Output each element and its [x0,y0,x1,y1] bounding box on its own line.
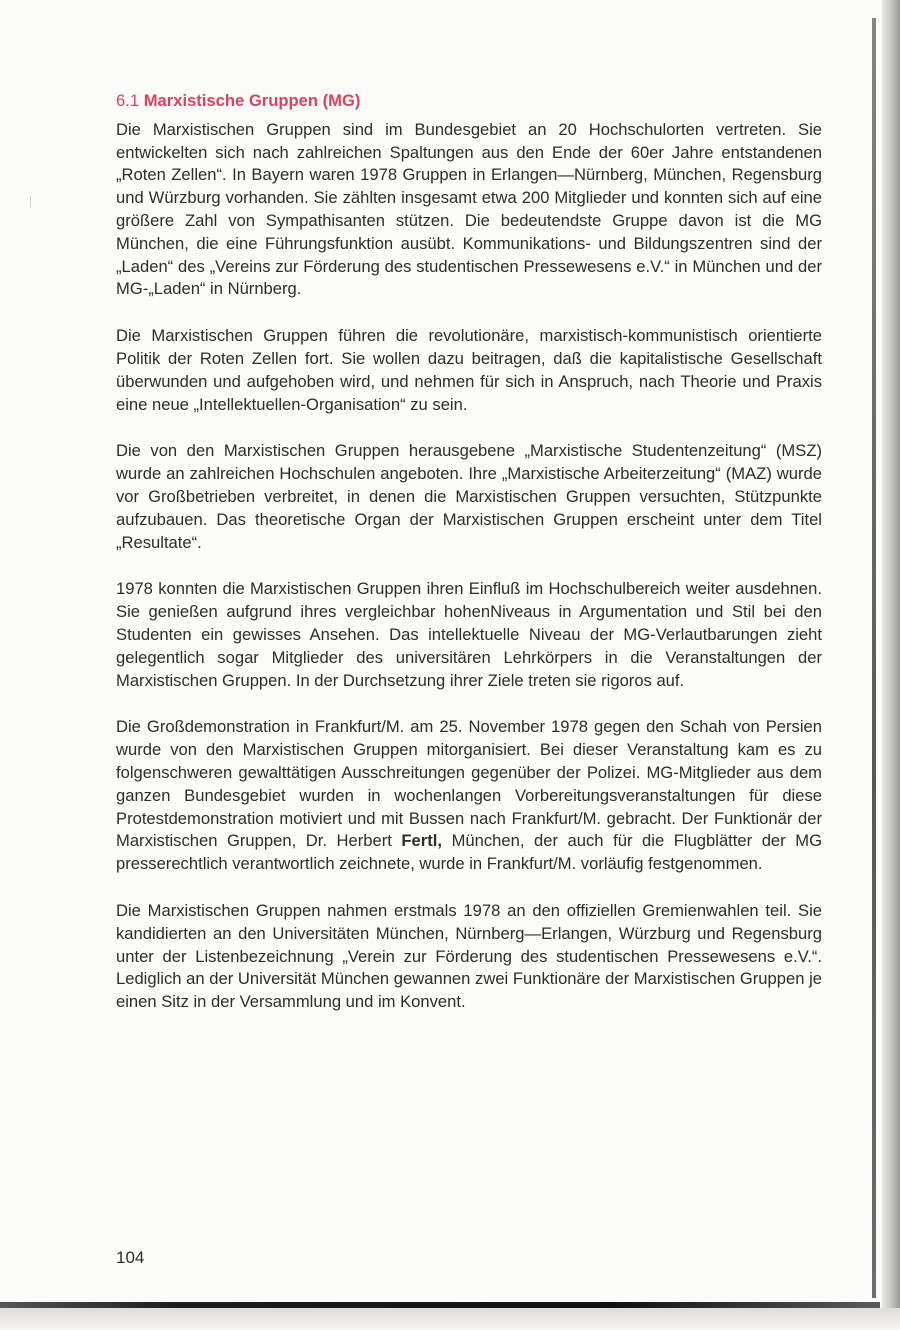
section-number: 6.1 [116,91,140,110]
page-edge-shadow [882,0,900,1330]
page-number: 104 [116,1248,145,1267]
paragraph-5-text-after: München, der auch für die Flugblätter der MG presserechtlich verantwortlich zeichnete, wurde in Frankfurt/M. vorläufig festgenommen. [116,831,822,874]
scan-mark [30,196,35,208]
paragraph-6: Die Marxistischen Gruppen nahmen erstmals 1978 an den offiziellen Gremienwahlen teil. Sie kandidierten an den Universitäten München, Nürnberg—Erlangen, Würzburg und Regensburg unter der Listenbezeichnung „Verein zur Förderung des studentischen Pressewesens e.V.“. Lediglich an der Universität München gewannen zwei Funktionäre der Marxistischen Gruppen je einen Sitz in der Versammlung und im Konvent. [116,900,822,1012]
paragraph-3: Die von den Marxistischen Gruppen herausgebene „Marxistische Studentenzeitung“ (MSZ) wurde an zahlreichen Hochschulen angeboten. Ihre „Marxistische Arbeiterzeitung“ (MAZ) wurde vor Großbetrieben verbreitet, in denen die Marxistischen Gruppen versuchten, Stützpunkte aufzubauen. Das theoretische Organ der Marxistischen Gruppen erscheint unter dem Titel „Resultate“. [116,441,822,552]
section-heading [116,90,822,113]
binding-line [872,18,876,1298]
bottom-scan-margin [0,1308,900,1330]
paragraph-4: 1978 konnten die Marxistischen Gruppen ihren Einfluß im Hochschulbereich weiter ausdehnen. Sie genießen aufgrund ihres vergleichbar hohenNiveaus in Argumentation und Stil bei den Studenten ein gewisses Ansehen. Das intellektuelle Niveau der MG-Verlautbarungen zieht gelegentlich sogar Mitglieder des universitären Lehrkörpers in die Veranstaltungen der Marxistischen Gruppen. In der Durchsetzung ihrer Ziele treten sie rigoros auf. [116,579,822,690]
paragraph-5-bold-name: Fertl, [401,831,442,851]
paragraph-2: Die Marxistischen Gruppen führen die revolutionäre, marxistisch-kommunistisch orientierte Politik der Roten Zellen fort. Sie wollen dazu beitragen, daß die kapitalistische Gesellschaft überwunden und aufgehoben wird, und nehmen für sich in Anspruch, nach Theorie und Praxis eine neue „Intellektuellen-Organisation“ zu sein. [116,326,822,414]
paragraph-5 [116,716,822,876]
page-content [116,90,822,1038]
paragraph-1: Die Marxistischen Gruppen sind im Bundesgebiet an 20 Hochschulorten vertreten. Sie entwickelten sich nach zahlreichen Spaltungen aus den Ende der 60er Jahre entstandenen „Roten Zellen“. In Bayern waren 1978 Gruppen in Erlangen—Nürnberg, München, Regensburg und Würzburg vorhanden. Sie zählten insgesamt etwa 200 Mitglieder und konnten sich auf eine größere Zahl von Sympathisanten stützen. Die bedeutendste Gruppe davon ist die MG München, die eine Führungsfunktion ausübt. Kommunikations- und Bildungszentren sind der „Laden“ des „Vereins zur Förderung des studentischen Pressewesens e.V.“ in München und der MG-„Laden“ in Nürnberg. [116,119,822,299]
paragraph-5-text-before: Die Großdemonstration in Frankfurt/M. am 25. November 1978 gegen den Schah von Persien wurde von den Marxistischen Gruppen mitorganisiert. Bei dieser Veranstaltung kam es zu folgenschweren gewalttätigen Ausschreitungen gegenüber der Polizei. MG-Mitglieder aus dem ganzen Bundesgebiet wurden in wochenlangen Vorbereitungsveranstaltungen für diese Protestdemonstration motiviert und mit Bussen nach Frankfurt/M. gebracht. Der Funktionär der Marxistischen Gruppen, Dr. Herbert [116,717,822,851]
section-title: Marxistische Gruppen (MG) [143,91,361,110]
